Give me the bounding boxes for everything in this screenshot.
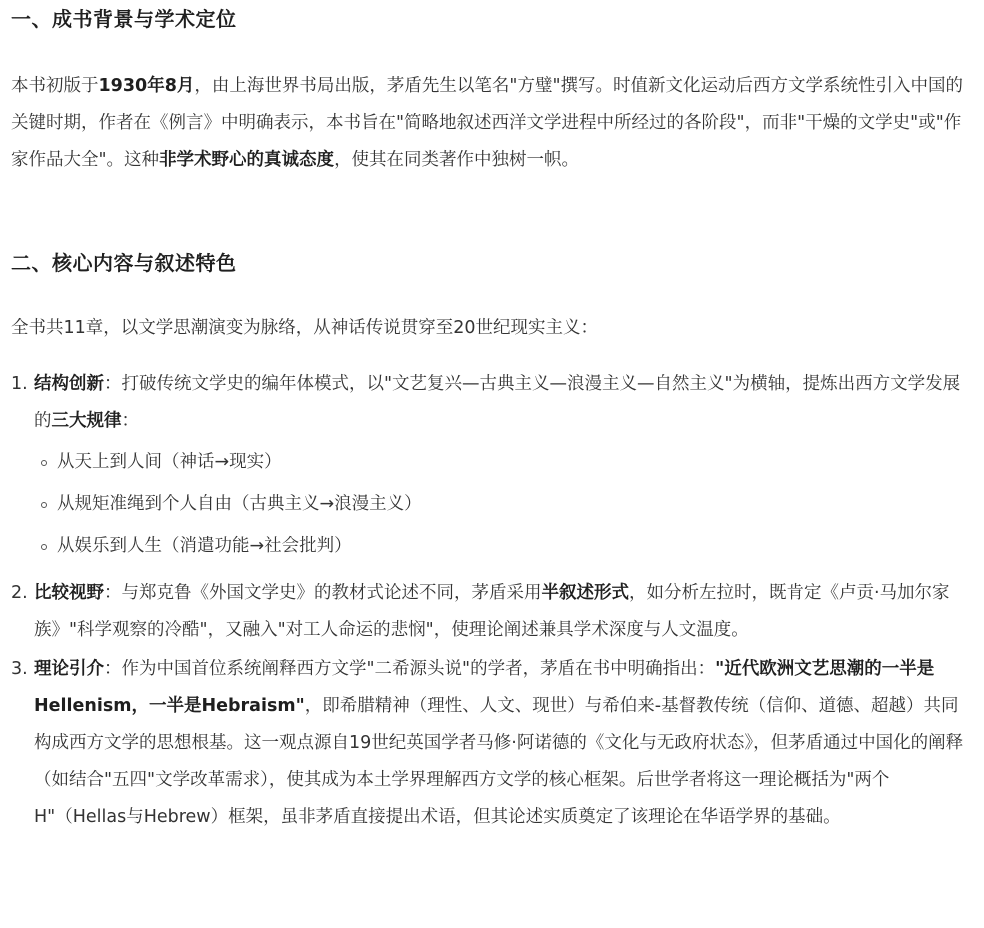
item-title: 结构创新 — [34, 374, 104, 394]
feature-list — [11, 366, 972, 836]
item-bold: 半叙述形式 — [541, 583, 629, 603]
list-item — [11, 651, 972, 836]
item-title: 理论引介 — [34, 659, 104, 679]
bold-phrase: 非学术野心的真诚态度 — [159, 150, 335, 170]
section-heading-content: 二、核心内容与叙述特色 — [11, 251, 237, 275]
item-text: ，如分析左拉时，既肯定《卢贡·马加尔家族》"科学观察的冷酷"，又融入"对工人命运的悲悯"，使理论阐述兼具学术深度与人文温度。 — [34, 583, 950, 640]
item-text: ：与郑克鲁《外国文学史》的教材式论述不同，茅盾采用 — [104, 583, 542, 603]
item-bold: "近代欧洲文艺思潮的一半是Hellenism，一半是Hebraism" — [34, 659, 935, 716]
list-item — [11, 366, 972, 565]
text-run: ，使其在同类著作中独树一帜。 — [334, 150, 580, 170]
item-bold: 三大规律 — [51, 411, 122, 431]
background-paragraph — [11, 68, 972, 179]
bold-date: 1930年8月 — [98, 76, 195, 96]
text-run: 本书初版于 — [11, 76, 99, 96]
item-text: ：作为中国首位系统阐释西方文学"二希源头说"的学者，茅盾在书中明确指出： — [104, 659, 716, 679]
sub-list — [34, 444, 972, 565]
item-title: 比较视野 — [34, 583, 104, 603]
sub-list-item: 从娱乐到人生（消遣功能→社会批判） — [34, 528, 972, 565]
sub-list-item: 从规矩准绳到个人自由（古典主义→浪漫主义） — [34, 486, 972, 523]
list-item — [11, 575, 972, 649]
sub-list-item: 从天上到人间（神话→现实） — [34, 444, 972, 481]
item-number: 3. — [11, 659, 28, 679]
item-text: ： — [121, 411, 139, 431]
item-number: 1. — [11, 374, 28, 394]
text-run: ，由上海世界书局出版，茅盾先生以笔名"方璧"撰写。时值新文化运动后西方文学系统性引入中国的关键时期，作者在《例言》中明确表示，本书旨在"简略地叙述西洋文学进程中所经过的各阶段"，而非"干燥的文学史"或"作家作品大全"。这种 — [11, 76, 963, 170]
item-text: ，即希腊精神（理性、人文、现世）与希伯来-基督教传统（信仰、道德、超越）共同构成西方文学的思想根基。这一观点源自19世纪英国学者马修·阿诺德的《文化与无政府状态》，但茅盾通过中国化的阐释（如结合"五四"文学改革需求），使其成为本土学界理解西方文学的核心框架。后世学者将这一理论概括为"两个H"（Hellas与Hebrew）框架，虽非茅盾直接提出术语，但其论述实质奠定了该理论在华语学界的基础。 — [34, 696, 964, 827]
item-text: ：打破传统文学史的编年体模式，以"文艺复兴—古典主义—浪漫主义—自然主义"为横轴，提炼出西方文学发展的 — [34, 374, 961, 431]
content-intro: 全书共11章，以文学思潮演变为脉络，从神话传说贯穿至20世纪现实主义： — [11, 318, 599, 338]
section-heading-background: 一、成书背景与学术定位 — [11, 7, 237, 31]
item-number: 2. — [11, 583, 28, 603]
